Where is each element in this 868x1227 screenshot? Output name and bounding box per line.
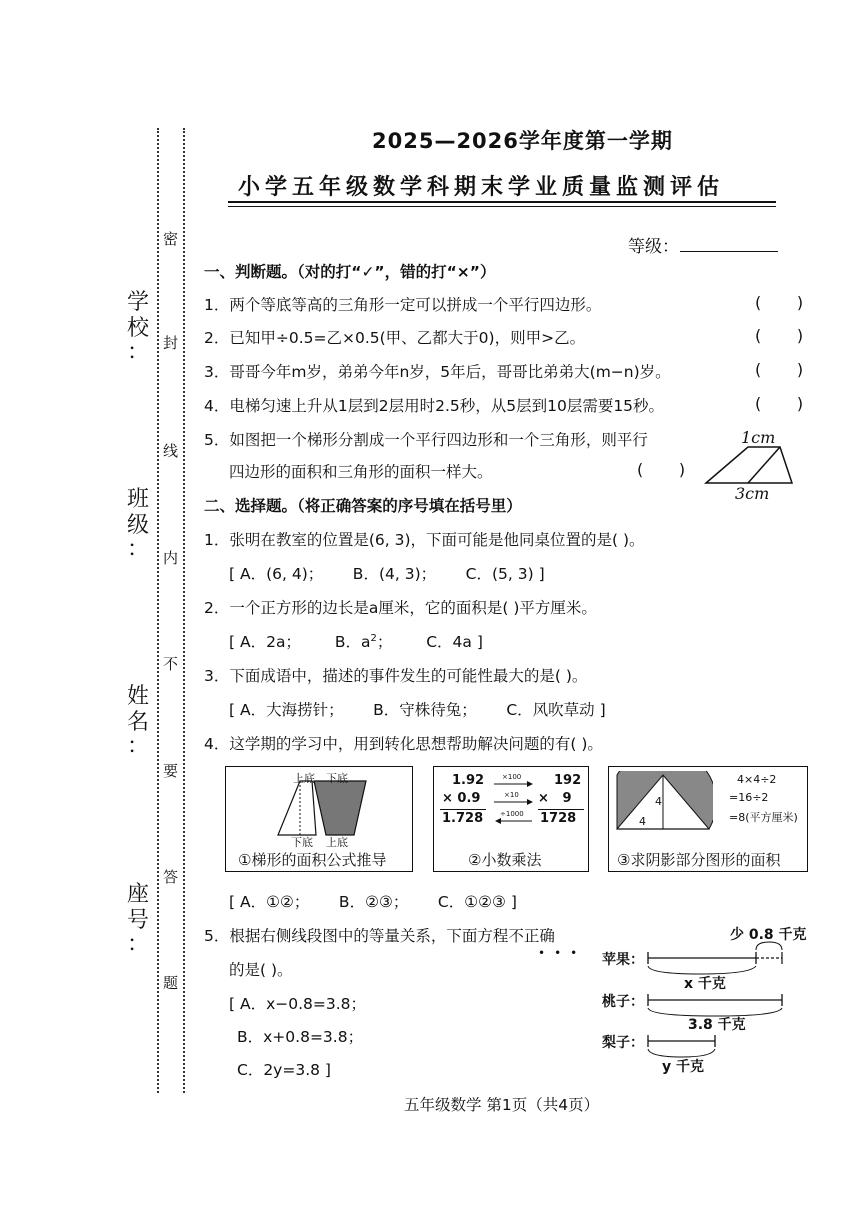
choice-q5-option-a: [ A．x−0.8=3.8； bbox=[229, 995, 367, 1013]
trapezoid-top-label: 1cm bbox=[741, 428, 776, 447]
figure-box-trapezoid bbox=[225, 766, 413, 872]
dotted-line-left bbox=[157, 128, 159, 1093]
q2-option-b-end: ； bbox=[376, 633, 393, 651]
grade-label: 等级： bbox=[628, 237, 679, 257]
judge-answer-1[interactable]: ( ) bbox=[755, 293, 804, 312]
seal-char-4: 内 bbox=[163, 549, 179, 567]
shaded-box-caption: ③求阴影部分图形的面积 bbox=[617, 851, 781, 869]
diagram-x-label: x 千克 bbox=[684, 976, 726, 992]
section1-heading: 一、判断题。（对的打“✓”，错的打“×”） bbox=[204, 263, 496, 281]
diagram-less-label: 少 0.8 千克 bbox=[730, 927, 807, 943]
choice-q2-options bbox=[229, 630, 483, 652]
figure-box-decimal bbox=[433, 766, 589, 872]
diagram-pear-label: 梨子： bbox=[602, 1035, 644, 1051]
seat-char-2: 号 bbox=[126, 908, 149, 933]
judge-item-5-line2: 四边形的面积和三角形的面积一样大。 bbox=[229, 463, 493, 481]
seat-label bbox=[126, 884, 150, 956]
seal-char-2: 封 bbox=[163, 334, 179, 352]
seal-char-5: 不 bbox=[163, 655, 179, 673]
decimal-op1: ×100 bbox=[502, 773, 522, 781]
trap-bottom-base-label: 下底 bbox=[291, 836, 313, 849]
trapezoid-bottom-label: 3cm bbox=[735, 484, 770, 503]
class-label bbox=[126, 489, 150, 561]
name-char-2: 名 bbox=[126, 710, 149, 735]
seal-char-6: 要 bbox=[163, 762, 179, 780]
seal-char-7: 答 bbox=[163, 868, 179, 886]
seat-colon: ： bbox=[126, 932, 149, 957]
q2-option-b-exponent: 2 bbox=[370, 632, 377, 644]
trapezoid-derivation-drawing bbox=[266, 771, 376, 849]
choice-q5-option-c: C．2y=3.8 ] bbox=[237, 1061, 331, 1079]
choice-q3-options: [ A．大海捞针； B．守株待兔； C．风吹草动 ] bbox=[229, 701, 606, 719]
choice-q4: 4．这学期的学习中，用到转化思想帮助解决问题的有( )。 bbox=[204, 735, 603, 753]
decimal-a2: × 0.9 bbox=[442, 791, 481, 806]
trap-top-base-label: 上底 bbox=[293, 772, 315, 785]
choice-q3: 3．下面成语中，描述的事件发生的可能性最大的是( )。 bbox=[204, 667, 588, 685]
dotted-line-right bbox=[183, 128, 185, 1093]
judge-item-4: 4．电梯匀速上升从1层到2层用时2.5秒，从5层到10层需要15秒。 bbox=[204, 397, 665, 415]
diagram-peach-value: 3.8 千克 bbox=[688, 1017, 746, 1033]
emphasis-dots: ••• bbox=[538, 946, 587, 960]
seat-char-1: 座 bbox=[126, 882, 149, 907]
judge-item-1: 1．两个等底等高的三角形一定可以拼成一个平行四边形。 bbox=[204, 296, 602, 314]
class-char-2: 级 bbox=[126, 513, 149, 538]
section2-heading: 二、选择题。（将正确答案的序号填在括号里） bbox=[204, 497, 522, 515]
decimal-b2: × 9 bbox=[538, 791, 572, 806]
choice-q5-option-b: B．x+0.8=3.8； bbox=[237, 1028, 364, 1046]
diagram-y-label: y 千克 bbox=[662, 1059, 704, 1075]
school-char-1: 学 bbox=[126, 290, 149, 315]
school-colon: ： bbox=[126, 340, 149, 365]
decimal-op2: ×10 bbox=[504, 791, 519, 799]
judge-item-5-line1: 5．如图把一个梯形分割成一个平行四边形和一个三角形，则平行 bbox=[204, 431, 648, 449]
school-char-2: 校 bbox=[126, 316, 149, 341]
class-colon: ： bbox=[126, 537, 149, 562]
shaded-area-drawing bbox=[613, 771, 713, 833]
decimal-op3: ÷1000 bbox=[500, 810, 524, 818]
segment-diagram bbox=[600, 920, 810, 1080]
exam-year-title: 2025—2026学年度第一学期 bbox=[372, 129, 673, 153]
school-label bbox=[126, 292, 150, 364]
q2-option-b: B．a bbox=[334, 633, 371, 651]
judge-item-2: 2．已知甲÷0.5=乙×0.5(甲、乙都大于0)，则甲>乙。 bbox=[204, 329, 586, 347]
judge-answer-5[interactable]: ( ) bbox=[637, 460, 686, 479]
q2-option-c: C．4a ] bbox=[426, 633, 483, 651]
decimal-b-rule bbox=[538, 809, 584, 810]
page-footer: 五年级数学 第1页（共4页） bbox=[404, 1096, 600, 1114]
diagram-peach-label: 桃子： bbox=[602, 994, 644, 1010]
trapezoid-box-caption: ①梯形的面积公式推导 bbox=[238, 851, 387, 869]
choice-q4-options: [ A．①②； B．②③； C．①②③ ] bbox=[229, 893, 517, 911]
shaded-eq-3: =8(平方厘米) bbox=[729, 811, 798, 824]
decimal-a-rule bbox=[440, 809, 486, 810]
choice-q2: 2．一个正方形的边长是a厘米，它的面积是( )平方厘米。 bbox=[204, 599, 597, 617]
decimal-box-caption: ②小数乘法 bbox=[468, 851, 542, 869]
title-rule-thin bbox=[228, 206, 776, 207]
shaded-eq-2: =16÷2 bbox=[729, 791, 769, 804]
judge-answer-4[interactable]: ( ) bbox=[755, 394, 804, 413]
decimal-a1: 1.92 bbox=[452, 773, 485, 788]
judge-item-3: 3．哥哥今年m岁，弟弟今年n岁，5年后，哥哥比弟弟大(m−n)岁。 bbox=[204, 363, 671, 381]
seal-char-8: 题 bbox=[163, 974, 179, 992]
segment-lines bbox=[600, 920, 810, 1080]
exam-title: 小学五年级数学科期末学业质量监测评估 bbox=[238, 175, 725, 200]
q2-option-a: [ A．2a； bbox=[229, 633, 301, 651]
choice-q1: 1．张明在教室的位置是(6, 3)，下面可能是他同桌位置的是( )。 bbox=[204, 531, 645, 549]
name-colon: ： bbox=[126, 734, 149, 759]
decimal-a3: 1.728 bbox=[442, 811, 484, 826]
shaded-dim-2: 4 bbox=[639, 815, 646, 828]
judge-answer-3[interactable]: ( ) bbox=[755, 360, 804, 379]
decimal-b1: 192 bbox=[554, 773, 582, 788]
seal-char-3: 线 bbox=[163, 442, 179, 460]
shaded-eq-1: 4×4÷2 bbox=[737, 773, 777, 786]
judge-answer-2[interactable]: ( ) bbox=[755, 326, 804, 345]
shaded-dim-1: 4 bbox=[655, 795, 662, 808]
choice-q5-line1: 5．根据右侧线段图中的等量关系，下面方程不正确 bbox=[204, 927, 555, 945]
decimal-b3: 1728 bbox=[540, 811, 577, 826]
trap-top-base-label-bottom: 上底 bbox=[326, 836, 348, 849]
name-label bbox=[126, 686, 150, 758]
decimal-arrows bbox=[492, 773, 536, 829]
class-char-1: 班 bbox=[126, 487, 149, 512]
choice-q5-line2: 的是( )。 bbox=[229, 961, 293, 979]
seal-char-1: 密 bbox=[163, 230, 179, 248]
diagram-apple-label: 苹果： bbox=[602, 952, 644, 968]
title-rule-thick bbox=[228, 201, 776, 203]
figure-box-shaded bbox=[608, 766, 808, 872]
choice-q1-options: [ A．(6, 4)； B．(4, 3)； C．(5, 3) ] bbox=[229, 565, 545, 583]
trap-bottom-base-label-top: 下底 bbox=[326, 772, 348, 785]
grade-blank[interactable] bbox=[680, 251, 778, 252]
name-char-1: 姓 bbox=[126, 684, 149, 709]
